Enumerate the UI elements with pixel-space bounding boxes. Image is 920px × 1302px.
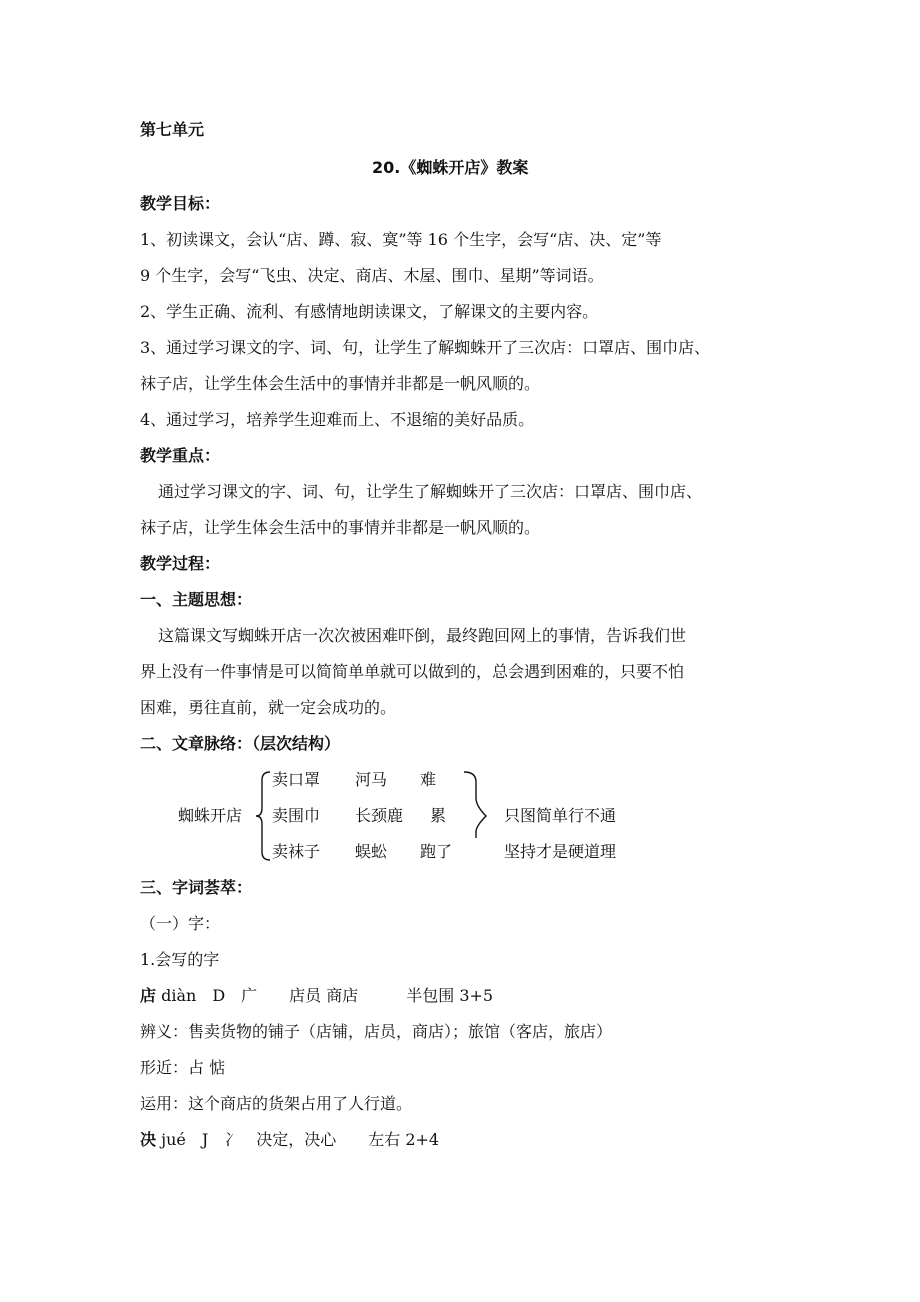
structure-row-2-result: 累 — [430, 806, 447, 825]
theme-line-3: 困难，勇往直前，就一定会成功的。 — [140, 698, 397, 717]
char-dian-usage: 运用：这个商店的货架占用了人行道。 — [140, 1094, 413, 1113]
goals-heading: 教学目标： — [140, 194, 221, 213]
goal-item-3-line-2: 袜子店，让学生体会生活中的事情并非都是一帆风顺的。 — [140, 374, 541, 393]
goal-item-1-line-1: 1、初读课文，会认“店、蹲、寂、寞”等 16 个生字，会写“店、决、定”等 — [140, 230, 662, 249]
words-heading: 三、字词荟萃： — [140, 878, 253, 897]
structure-row-2-shop: 卖围巾 — [272, 806, 321, 825]
key-points-line-2: 袜子店，让学生体会生活中的事情并非都是一帆风顺的。 — [140, 518, 541, 537]
goal-item-2: 2、学生正确、流利、有感情地朗读课文，了解课文的主要内容。 — [140, 302, 599, 321]
structure-conclusion-1: 只图简单行不通 — [504, 806, 617, 825]
process-heading: 教学过程： — [140, 554, 221, 573]
structure-row-1-result: 难 — [420, 770, 437, 789]
key-points-line-1: 通过学习课文的字、词、句，让学生了解蜘蛛开了三次店：口罩店、围巾店、 — [158, 482, 703, 501]
structure-row-2-customer: 长颈鹿 — [355, 806, 404, 825]
structure-row-3-customer: 蜈蚣 — [355, 842, 388, 861]
structure-row-3-shop: 卖袜子 — [272, 842, 321, 861]
theme-line-1: 这篇课文写蜘蛛开店一次次被困难吓倒，最终跑回网上的事情，告诉我们世 — [158, 626, 687, 645]
theme-heading: 一、主题思想： — [140, 590, 253, 609]
structure-conclusion-2: 坚持才是硬道理 — [504, 842, 617, 861]
structure-row-1-shop: 卖口罩 — [272, 770, 321, 789]
char-dian-info: diàn D 广 店员 商店 半包围 3+5 — [161, 986, 494, 1005]
page-title: 20.《蜘蛛开店》教案 — [372, 158, 529, 177]
sub-heading-chars: （一）字： — [140, 914, 221, 933]
char-dian-line — [140, 986, 493, 1006]
goal-item-1-line-2: 9 个生字，会写“飞虫、决定、商店、木屋、围巾、星期”等词语。 — [140, 266, 604, 285]
theme-line-2: 界上没有一件事情是可以简简单单就可以做到的，总会遇到困难的，只要不怕 — [140, 662, 685, 681]
key-points-heading: 教学重点： — [140, 446, 221, 465]
char-dian-meaning: 辨义：售卖货物的铺子（店铺，店员，商店）；旅馆（客店，旅店） — [140, 1022, 613, 1041]
write-chars-heading: 1.会写的字 — [140, 950, 220, 969]
char-dian: 店 — [140, 986, 157, 1005]
char-dian-similar: 形近：占 惦 — [140, 1058, 226, 1077]
unit-label: 第七单元 — [140, 120, 205, 139]
goal-item-4: 4、通过学习，培养学生迎难而上、不退缩的美好品质。 — [140, 410, 535, 429]
left-brace-icon — [254, 770, 272, 862]
structure-row-1-customer: 河马 — [355, 770, 388, 789]
goal-item-3-line-1: 3、通过学习课文的字、词、句，让学生了解蜘蛛开了三次店：口罩店、围巾店、 — [140, 338, 711, 357]
right-brace-icon — [462, 770, 498, 840]
char-jue: 决 — [140, 1130, 157, 1149]
char-jue-info: jué J 冫 决定，决心 左右 2+4 — [161, 1130, 440, 1149]
structure-row-3-result: 跑了 — [420, 842, 453, 861]
char-jue-line — [140, 1130, 439, 1150]
structure-root: 蜘蛛开店 — [178, 806, 243, 825]
structure-heading: 二、文章脉络：（层次结构） — [140, 734, 341, 753]
